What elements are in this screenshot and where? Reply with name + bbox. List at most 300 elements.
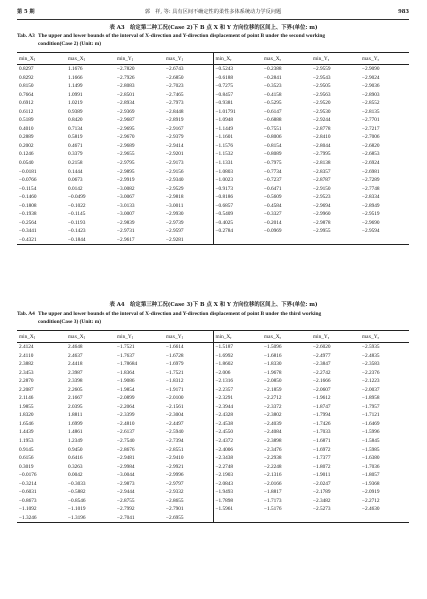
column-header [115, 53, 164, 65]
table-cell: 2.1667 [68, 395, 83, 402]
table-cell: 0.7134 [68, 125, 83, 132]
table-cell: −2.8334 [362, 194, 380, 201]
column-header-subscript: r [279, 335, 281, 340]
table-a3-caption-line2: condition(Case 2) (Unit: m) [38, 40, 102, 47]
column-header-subscript: l [131, 335, 133, 340]
table-cell: −0.5295 [264, 100, 282, 107]
table-cell: −2.9930 [166, 211, 184, 218]
table-cell: −1.8958 [362, 395, 380, 402]
table-cell: −2.4630 [362, 506, 380, 513]
table-cell: −2.4497 [166, 420, 184, 427]
table-cell: −2.8655 [166, 497, 184, 504]
table-cell: −2.2064 [117, 403, 135, 410]
column-header-label: min_X [19, 333, 34, 340]
table-cell: −2.2376 [362, 369, 380, 376]
table-row [17, 352, 409, 361]
table-cell: −0.5882 [68, 489, 86, 496]
table-cell: −1.3246 [17, 514, 66, 523]
table-cell: −2.2938 [264, 455, 282, 462]
column-header-label: min_X [215, 55, 231, 62]
table-cell [360, 236, 409, 245]
table-cell: 1.4861 [68, 429, 83, 436]
table-row [17, 403, 409, 412]
table-cell: −2.9530 [313, 108, 331, 115]
table-row [17, 343, 409, 352]
table-cell: −1.7521 [117, 344, 135, 350]
table-cell: −2.8934 [117, 100, 135, 107]
table-cell: −2.7701 [362, 117, 380, 124]
table-cell: −1.6972 [313, 446, 331, 453]
table-cell: 1.6999 [68, 420, 83, 427]
table-cell: −2.8501 [117, 91, 135, 98]
column-header-label: max_X [68, 55, 84, 62]
table-cell: 0.0142 [68, 185, 83, 192]
column-header-label: min_Y [117, 55, 132, 62]
table-cell: −2.1859 [264, 386, 282, 393]
table-cell: 2.3882 [19, 361, 34, 368]
table-cell: −0.1423 [68, 228, 86, 235]
table-cell: −2.6820 [362, 142, 380, 149]
table-cell: −2.8919 [166, 117, 184, 124]
table-cell: −2.8138 [313, 160, 331, 167]
table-cell: −2.6853 [362, 151, 380, 158]
table-cell: −1.7426 [313, 420, 331, 427]
column-header-subscript: l [181, 335, 183, 340]
table-cell: −3.0044 [117, 472, 135, 479]
table-cell: −1.5985 [362, 446, 380, 453]
table-cell: −0.7734 [264, 168, 282, 175]
table-cell: −2.9984 [117, 463, 135, 470]
table-cell: 2.3398 [68, 378, 83, 385]
table-cell: −2.9839 [117, 219, 135, 226]
column-header [164, 331, 213, 343]
table-cell: −2.9955 [313, 228, 331, 235]
table-cell: −3.0011 [166, 202, 184, 209]
table-cell: −2.4810 [117, 420, 135, 427]
table-row [17, 219, 409, 228]
table-cell: −2.8787 [313, 177, 331, 184]
table-row [17, 428, 409, 437]
table-cell: −0.0969 [264, 228, 282, 235]
table-cell: −1.7377 [313, 455, 331, 462]
table-cell: −1.6728 [166, 352, 184, 359]
table-cell: −1.7637 [117, 352, 135, 359]
table-cell: −1.6380 [362, 455, 380, 462]
table-cell: −1.8602 [213, 360, 262, 369]
table-cell: −2.9670 [117, 134, 135, 141]
table-cell: −2.8083 [117, 83, 135, 90]
column-header-subscript: r [230, 57, 232, 62]
table-cell: −2.0037 [362, 386, 380, 393]
table-cell: −2.4084 [264, 429, 282, 436]
table-cell: −2.9379 [166, 134, 184, 141]
table-cell: −2.8357 [313, 168, 331, 175]
table-cell: −2.1316 [213, 377, 262, 386]
column-header-label: min_X [215, 333, 231, 340]
table-cell [360, 514, 409, 523]
table-a3-tag: Tab. A3 [17, 33, 35, 39]
table-cell: −2.7820 [117, 66, 135, 72]
table-cell: −2.2357 [213, 386, 262, 395]
table-row [17, 471, 409, 480]
table-cell: −2.6850 [166, 74, 184, 81]
table-cell: −1.8747 [313, 403, 331, 410]
table-cell: −2.1789 [313, 489, 331, 496]
table-cell: −2.9340 [166, 177, 184, 184]
table-cell: −2.9156 [166, 168, 184, 175]
column-header [311, 53, 360, 65]
table-cell: −2.7289 [362, 177, 380, 184]
table-cell: −0.2014 [264, 219, 282, 226]
table-cell: −2.3291 [213, 394, 262, 403]
table-cell: −2.8552 [362, 100, 380, 107]
table-cell: 0.0042 [68, 472, 83, 479]
table-cell: −1.5096 [264, 344, 282, 350]
table-cell: −0.6857 [213, 202, 262, 211]
table-cell: −1.8312 [166, 378, 184, 385]
table-a3-caption-cn: 表 A3 给定第二种工况(Case 2)下 B 点 X 和 Y 方向位移的区间上、下界(单位: m) [109, 25, 318, 31]
table-cell: −2.4372 [213, 437, 262, 446]
table-cell: −2.9878 [313, 219, 331, 226]
table-cell: −2.9520 [313, 100, 331, 107]
table-a3-caption-en [17, 33, 409, 48]
table-cell: −2.4006 [213, 446, 262, 455]
table-cell: −2.0247 [313, 480, 331, 487]
column-header-label: min_Y [313, 333, 328, 340]
table-a4-tag: Tab. A4 [17, 311, 35, 317]
column-header-subscript: l [83, 335, 85, 340]
table-cell: −2.0607 [313, 386, 331, 393]
table-cell: −2.8755 [117, 497, 135, 504]
table-row [17, 386, 409, 395]
table-cell: −2.9597 [166, 228, 184, 235]
table-cell: −2.9694 [313, 202, 331, 209]
table-cell: −2.9563 [313, 91, 331, 98]
table-cell: −2.8778 [313, 125, 331, 132]
table-cell: 2.3453 [19, 369, 34, 376]
table-cell: 0.4010 [19, 125, 34, 132]
table-row [17, 116, 409, 125]
table-cell: −2.006 [213, 369, 262, 378]
table-cell: −1.1576 [213, 142, 262, 151]
table-cell: −1.5176 [264, 506, 282, 513]
table-cell: 1.8811 [68, 412, 83, 419]
table-cell: −1.7036 [362, 463, 380, 470]
table-row [17, 133, 409, 142]
table-cell: −1.5996 [362, 429, 380, 436]
table-cell: −2.8135 [362, 108, 380, 115]
table-cell: −2.8551 [166, 446, 184, 453]
table-cell: −1.1449 [213, 125, 262, 134]
table-cell: 0.9450 [68, 446, 83, 453]
table-cell: −1.5187 [213, 343, 262, 352]
table-cell: −2.4977 [313, 352, 331, 359]
table-cell: −2.9201 [166, 151, 184, 158]
table-cell: 1.6546 [19, 420, 34, 427]
table-cell: −2.9369 [117, 108, 135, 115]
table-cell: −2.9036 [362, 83, 380, 90]
table-cell: 0.6156 [19, 455, 34, 462]
table-cell: −0.2564 [19, 219, 37, 226]
table-cell: −2.7748 [362, 185, 380, 192]
table-row [17, 497, 409, 506]
table-row [17, 505, 409, 514]
column-header-label: max_X [68, 333, 84, 340]
table-cell: −0.3214 [19, 480, 37, 487]
table-cell: −0.0176 [19, 472, 37, 479]
table-cell: −0.6147 [264, 108, 282, 115]
table-cell: 0.1444 [68, 168, 83, 175]
table-cell: −2.9090 [362, 66, 380, 72]
table-cell: −2.4328 [213, 411, 262, 420]
table-row [17, 74, 409, 83]
table-cell: −1.7033 [313, 429, 331, 436]
table-row [17, 394, 409, 403]
table-cell: 0.8297 [19, 66, 34, 72]
table-cell: −2.9689 [117, 142, 135, 149]
table-row [17, 108, 409, 117]
table-row [17, 125, 409, 134]
table-cell: −0.3033 [68, 480, 86, 487]
table-cell: −2.9529 [166, 185, 184, 192]
column-header-label: min_Y [117, 333, 132, 340]
table-cell: 1.0991 [68, 91, 83, 98]
table-cell: −2.0919 [362, 489, 380, 496]
table-cell: −0.1145 [68, 211, 86, 218]
table-cell: −0.3327 [264, 211, 282, 218]
column-header [17, 53, 66, 65]
table-cell: −1.7521 [166, 369, 184, 376]
table-cell: −2.9332 [166, 489, 184, 496]
table-cell: −2.8448 [166, 108, 184, 115]
table-cell: −2.7540 [117, 438, 135, 445]
table-cell [262, 514, 311, 523]
table-row [17, 369, 409, 378]
column-header-label: max_Y [362, 333, 378, 340]
table-cell: −2.9519 [362, 211, 380, 218]
table-cell: −2.9281 [164, 236, 213, 245]
table-cell: −2.3944 [213, 403, 262, 412]
column-header [262, 53, 311, 65]
table-cell: 2.3987 [68, 369, 83, 376]
table-cell: −2.1223 [362, 378, 380, 385]
table-row [17, 150, 409, 159]
table-cell: −1.0023 [213, 176, 262, 185]
table-cell: 1.2349 [68, 438, 83, 445]
table-cell: −2.1561 [166, 403, 184, 410]
table-cell: −2.9960 [313, 211, 331, 218]
table-cell: −0.0766 [19, 177, 37, 184]
table-cell: −1.8330 [264, 361, 282, 368]
column-header-label: max_X [264, 333, 280, 340]
table-cell: −2.3399 [117, 412, 135, 419]
table-cell: −0.0181 [19, 168, 37, 175]
table-cell: −2.3802 [264, 412, 282, 419]
table-cell: 0.9389 [68, 108, 83, 115]
table-cell: −3.0082 [117, 185, 135, 192]
table-cell: 0.6112 [19, 108, 34, 115]
table-row [17, 91, 409, 100]
table-cell: −1.1601 [213, 133, 262, 142]
table-cell: −3.0007 [117, 211, 135, 218]
page-number: 983 [398, 9, 409, 15]
table-cell: 0.9145 [19, 446, 34, 453]
table-cell: −2.0850 [264, 378, 282, 385]
table-cell: −1.9086 [117, 378, 135, 385]
table-cell: −2.1903 [213, 471, 262, 480]
table-cell: −2.4039 [264, 420, 282, 427]
table-cell: −2.9024 [362, 74, 380, 81]
table-a3-body [17, 65, 409, 245]
table-cell: −1.8057 [362, 472, 380, 479]
table-cell: −1.7957 [362, 403, 380, 410]
table-cell: −2.3438 [213, 454, 262, 463]
column-header [213, 53, 262, 65]
table-cell: −2.8903 [362, 91, 380, 98]
table-a4 [17, 330, 409, 523]
table-cell: −2.7973 [166, 100, 184, 107]
table-cell: 2.4124 [19, 344, 34, 350]
table-row [17, 185, 409, 194]
table-cell: −2.5273 [313, 506, 331, 513]
table-cell: −2.2712 [264, 395, 282, 402]
table-cell: −1.78684 [117, 361, 138, 368]
table-cell: −0.8546 [68, 497, 86, 504]
table-cell: 0.0673 [68, 177, 83, 184]
table-cell: −0.5243 [213, 65, 262, 74]
table-cell: −1.9368 [362, 480, 380, 487]
column-header-subscript: l [83, 57, 85, 62]
table-cell: −2.8410 [313, 134, 331, 141]
table-cell: −0.4321 [17, 236, 66, 245]
table-cell: −2.6743 [166, 66, 184, 72]
table-cell: 1.4439 [19, 429, 34, 436]
table-cell: −2.9505 [313, 83, 331, 90]
column-header-subscript: r [377, 57, 379, 62]
table-cell: −0.3523 [264, 83, 282, 90]
table-cell: −0.5609 [264, 194, 282, 201]
table-cell: −2.9690 [362, 219, 380, 226]
table-cell: −2.3372 [264, 403, 282, 410]
table-cell: 1.9855 [19, 403, 34, 410]
table-cell: −1.6979 [166, 361, 184, 368]
header-rule [17, 19, 409, 20]
column-header-label: min_Y [313, 55, 328, 62]
table-row [17, 210, 409, 219]
table-cell: 2.1146 [19, 395, 34, 402]
table-cell: −0.1154 [19, 185, 37, 192]
table-cell [213, 514, 262, 523]
table-row [17, 411, 409, 420]
table-cell: −1.7994 [313, 412, 331, 419]
table-cell: 0.2889 [19, 134, 34, 141]
table-cell: 0.2158 [68, 160, 83, 167]
table-cell: 1.0219 [68, 100, 83, 107]
table-cell: −1.9678 [264, 369, 282, 376]
table-row [17, 514, 409, 523]
table-cell: −2.7992 [117, 506, 135, 513]
table-cell: 0.8292 [19, 74, 34, 81]
table-cell: −0.8186 [213, 193, 262, 202]
table-cell: −0.8457 [213, 91, 262, 100]
table-row [17, 99, 409, 108]
column-header [311, 331, 360, 343]
column-header-subscript: l [33, 335, 35, 340]
table-cell: −0.0499 [68, 194, 86, 201]
table-cell: −2.4835 [362, 352, 380, 359]
table-cell: 0.6912 [19, 100, 34, 107]
table-cell: −2.2712 [362, 497, 380, 504]
table-cell: 2.4648 [68, 344, 83, 350]
table-cell: −2.8949 [362, 202, 380, 209]
table-cell: −0.1193 [68, 219, 86, 226]
table-a3-header-row [17, 53, 409, 65]
table-cell: −1.7121 [362, 412, 380, 419]
table-cell: −2.6020 [313, 344, 331, 350]
column-header [17, 331, 66, 343]
table-cell: 0.5819 [68, 134, 83, 141]
table-cell: −2.9996 [166, 472, 184, 479]
table-cell: 0.8420 [68, 117, 83, 124]
table-cell: −1.8072 [313, 463, 331, 470]
table-row [17, 82, 409, 91]
table-cell: −2.7217 [362, 125, 380, 132]
column-header [115, 331, 164, 343]
table-row [17, 236, 409, 245]
table-cell: −0.1808 [19, 202, 37, 209]
table-a4-caption-line2: condition(Case 3) (Unit: m) [38, 318, 102, 325]
table-cell: −3.0133 [117, 202, 135, 209]
table-cell: −2.4550 [213, 428, 262, 437]
table-cell: −2.7394 [166, 438, 184, 445]
table-row [17, 463, 409, 472]
table-cell: −1.9011 [313, 472, 331, 479]
table-row [17, 168, 409, 177]
table-cell: −2.3476 [264, 446, 282, 453]
table-cell: 2.4418 [68, 361, 83, 368]
table-cell: −1.1331 [213, 159, 262, 168]
column-header [360, 331, 409, 343]
table-row [17, 377, 409, 386]
table-cell: −2.9695 [117, 125, 135, 132]
table-a4-header-row [17, 331, 409, 343]
table-a4-caption-line1: The upper and lower bounds of the interval of X-direction and Y-direction displacement of point B under the third working [38, 311, 322, 317]
table-cell: 0.4671 [68, 142, 83, 149]
table-cell: −0.8006 [264, 134, 282, 141]
table-cell: 0.5189 [19, 117, 34, 124]
table-row [17, 65, 409, 74]
table-cell: 1.1666 [68, 74, 83, 81]
table-cell: −0.6888 [264, 117, 282, 124]
table-cell: −0.6471 [264, 185, 282, 192]
table-cell: 0.3263 [68, 463, 83, 470]
table-cell: −1.9612 [313, 395, 331, 402]
table-cell: 2.4110 [19, 352, 34, 359]
table-cell: −1.1532 [213, 150, 262, 159]
table-cell: 2.2870 [19, 378, 34, 385]
table-cell: −1.6816 [264, 352, 282, 359]
table-cell: −0.7975 [264, 160, 282, 167]
table-cell: −1.9171 [166, 386, 184, 393]
table-a3 [17, 52, 409, 245]
table-cell [311, 236, 360, 245]
table-cell: −1.9493 [213, 488, 262, 497]
table-cell: −0.9173 [213, 185, 262, 194]
table-cell: −0.5409 [213, 210, 262, 219]
table-cell: −1.6871 [313, 438, 331, 445]
table-cell: −2.3482 [313, 497, 331, 504]
table-cell: 1.1953 [19, 438, 34, 445]
